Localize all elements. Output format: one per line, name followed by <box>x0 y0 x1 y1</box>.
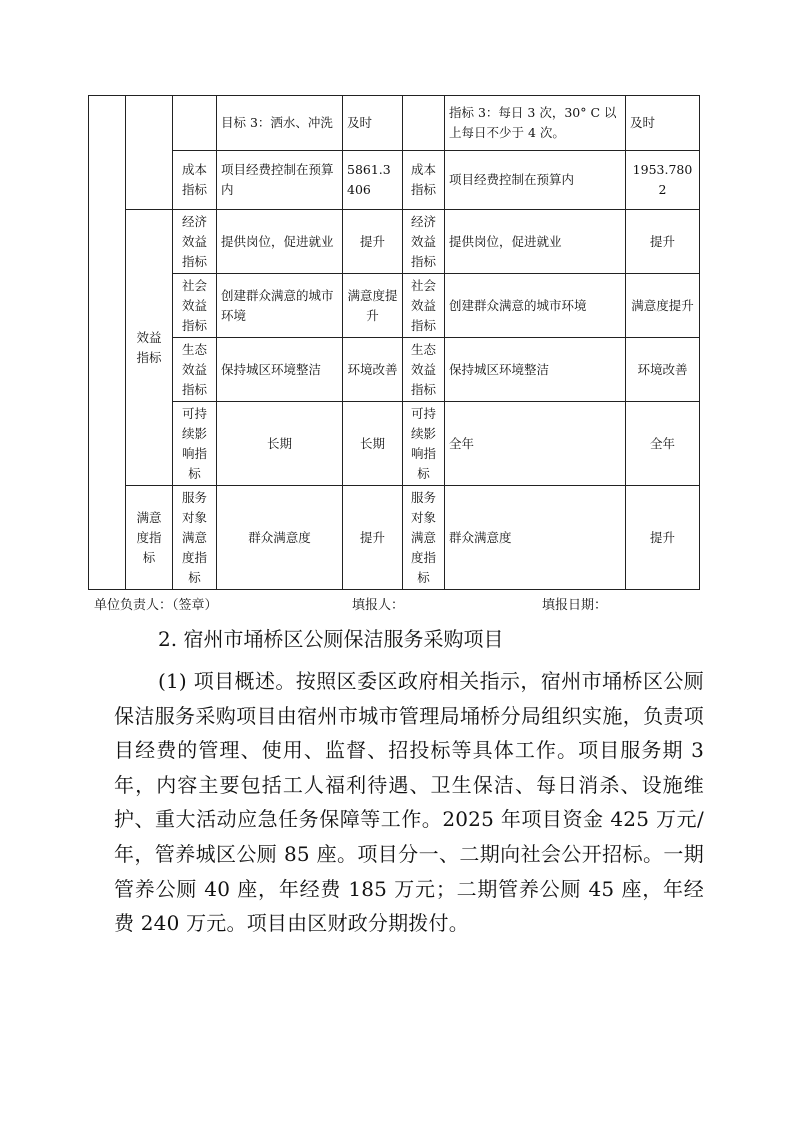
performance-indicator-table <box>88 95 700 590</box>
table-cell: 满意度提升 <box>626 274 700 338</box>
table-row <box>89 338 700 402</box>
table-cell: 成本指标 <box>403 151 445 210</box>
table-cell: 提升 <box>626 486 700 590</box>
table-cell: 全年 <box>626 402 700 486</box>
project-overview-paragraph: (1) 项目概述。按照区委区政府相关指示，宿州市埇桥区公厕保洁服务采购项目由宿州市城市管理局埇桥分局组织实施，负责项目经费的管理、使用、监督、招投标等具体工作。项目服务期 3 年，内容主要包括工人福利待遇、卫生保洁、每日消杀、设施维护、重大活动应急任务保障等工作。2025 年项目资金 425 万元/年，管养城区公厕 85 座。项目分一、二期向社会公开招标。一期管养公厕 40 座，年经费 185 万元；二期管养公厕 45 座，年经费 240 万元。项目由区财政分期拨付。 <box>114 669 704 936</box>
table-cell: 长期 <box>217 402 343 486</box>
date-label: 填报日期： <box>542 598 608 613</box>
table-cell: 生态效益指标 <box>173 338 217 402</box>
table-cell: 长期 <box>343 402 403 486</box>
table-cell: 服务对象满意度指标 <box>173 486 217 590</box>
table-cell: 成本指标 <box>173 151 217 210</box>
table-cell: 生态效益指标 <box>403 338 445 402</box>
table-cell <box>403 96 445 151</box>
table-cell <box>173 96 217 151</box>
section-heading: 2. 宿州市埇桥区公厕保洁服务采购项目 <box>158 627 504 651</box>
table-cell: 社会效益指标 <box>173 274 217 338</box>
table-cell: 满意度提升 <box>343 274 403 338</box>
table-cell: 经济效益指标 <box>173 210 217 274</box>
table-cell: 环境改善 <box>343 338 403 402</box>
table-cell: 项目经费控制在预算内 <box>445 151 626 210</box>
table-cell: 提升 <box>626 210 700 274</box>
table-cell: 保持城区环境整洁 <box>217 338 343 402</box>
table-cell: 环境改善 <box>626 338 700 402</box>
table-row <box>89 274 700 338</box>
table-cell: 创建群众满意的城市环境 <box>217 274 343 338</box>
table-row <box>89 402 700 486</box>
table-cell: 社会效益指标 <box>403 274 445 338</box>
table-cell: 提供岗位，促进就业 <box>217 210 343 274</box>
table-row <box>89 96 700 151</box>
table-cell: 及时 <box>626 96 700 151</box>
table-row <box>89 151 700 210</box>
table-cell: 提供岗位，促进就业 <box>445 210 626 274</box>
satisfaction-indicator-label: 满意度指标 <box>126 486 173 590</box>
table-cell: 1953.7802 <box>626 151 700 210</box>
table-cell: 提升 <box>343 486 403 590</box>
filler-label: 填报人： <box>352 598 405 613</box>
table-cell: 可持续影响指标 <box>403 402 445 486</box>
table-cell: 5861.3406 <box>343 151 403 210</box>
table-cell: 项目经费控制在预算内 <box>217 151 343 210</box>
table-cell <box>126 96 173 210</box>
table-cell: 创建群众满意的城市环境 <box>445 274 626 338</box>
table-cell: 指标 3：每日 3 次，30° C 以上每日不少于 4 次。 <box>445 96 626 151</box>
table-cell: 提升 <box>343 210 403 274</box>
table-cell: 全年 <box>445 402 626 486</box>
table-cell: 群众满意度 <box>445 486 626 590</box>
table-row <box>89 210 700 274</box>
table-cell: 目标 3：洒水、冲洗 <box>217 96 343 151</box>
table-cell: 群众满意度 <box>217 486 343 590</box>
unit-head-label: 单位负责人：（签章） <box>94 598 218 613</box>
table-row <box>89 486 700 590</box>
table-cell: 保持城区环境整洁 <box>445 338 626 402</box>
table-cell <box>89 96 126 590</box>
table-cell: 及时 <box>343 96 403 151</box>
table-cell: 服务对象满意度指标 <box>403 486 445 590</box>
signature-row <box>94 596 714 616</box>
benefit-indicator-label: 效益指标 <box>126 210 173 486</box>
table-cell: 经济效益指标 <box>403 210 445 274</box>
table-cell: 可持续影响指标 <box>173 402 217 486</box>
